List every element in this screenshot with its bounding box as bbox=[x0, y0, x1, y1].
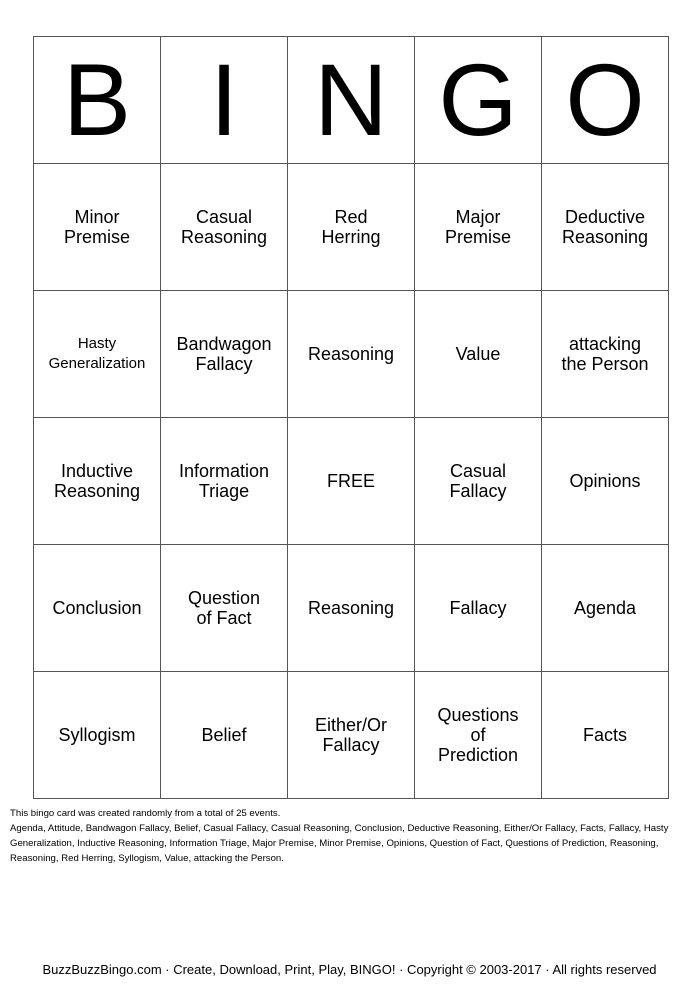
grid-cell-label: Red Herring bbox=[321, 207, 381, 247]
grid-cell-label: Inductive Reasoning bbox=[53, 461, 141, 501]
grid-cell-label: Questions of Prediction bbox=[437, 705, 519, 765]
grid-cell bbox=[415, 291, 542, 418]
grid-cell bbox=[161, 291, 288, 418]
grid-cell bbox=[34, 418, 161, 545]
grid-cell-label: Either/Or Fallacy bbox=[314, 715, 388, 755]
header-letter-n: N bbox=[288, 37, 415, 164]
grid-cell bbox=[34, 672, 161, 799]
header-letter-g: G bbox=[415, 37, 542, 164]
note-events: Agenda, Attitude, Bandwagon Fallacy, Belief, Casual Fallacy, Casual Reasoning, Conclusion, Deductive Reasoning, Either/Or Fallacy, Facts, Fallacy, Hasty Generalization, Inductive Reasoning, Information Triage, Major Premise, Minor Premise, Opinions, Question of Fact, Questions of Prediction, Reasoning, Reasoning, Red Herring, Syllogism, Value, attacking the Person. bbox=[10, 823, 669, 864]
grid-row bbox=[34, 164, 669, 291]
grid-cell bbox=[415, 164, 542, 291]
grid-cell bbox=[161, 545, 288, 672]
event-list-note bbox=[10, 806, 690, 866]
bingo-card bbox=[33, 36, 669, 799]
grid-cell bbox=[161, 418, 288, 545]
grid-row bbox=[34, 672, 669, 799]
header-letter-i: I bbox=[161, 37, 288, 164]
grid-cell-label: Conclusion bbox=[52, 598, 142, 618]
grid-row bbox=[34, 291, 669, 418]
grid-cell bbox=[415, 672, 542, 799]
grid-cell-label: Syllogism bbox=[58, 725, 136, 745]
grid-cell-label: attacking the Person bbox=[561, 334, 649, 374]
grid-cell-label: FREE bbox=[326, 471, 375, 491]
grid-row bbox=[34, 418, 669, 545]
header-row bbox=[34, 37, 669, 164]
grid-cell bbox=[542, 672, 669, 799]
grid-cell bbox=[288, 545, 415, 672]
grid-cell bbox=[34, 545, 161, 672]
grid-cell bbox=[288, 164, 415, 291]
grid-cell-label: Fallacy bbox=[449, 598, 507, 618]
grid-cell-label: Reasoning bbox=[307, 344, 395, 364]
grid-cell-label: Minor Premise bbox=[63, 207, 130, 247]
free-cell bbox=[288, 418, 415, 545]
grid-cell-label: Deductive Reasoning bbox=[561, 207, 649, 247]
grid-cell bbox=[542, 418, 669, 545]
grid-cell bbox=[161, 164, 288, 291]
grid-cell-label: Bandwagon Fallacy bbox=[176, 334, 272, 374]
grid-cell-label: Agenda bbox=[573, 598, 637, 618]
grid-cell-label: Casual Fallacy bbox=[449, 461, 507, 501]
grid-cell-label: Belief bbox=[201, 725, 247, 745]
header-letter-b: B bbox=[34, 37, 161, 164]
grid-cell bbox=[288, 672, 415, 799]
grid-cell-label: Opinions bbox=[569, 471, 641, 491]
grid-cell bbox=[542, 164, 669, 291]
grid-cell-label: Casual Reasoning bbox=[180, 207, 268, 247]
grid-cell bbox=[415, 545, 542, 672]
grid-cell-label: Question of Fact bbox=[187, 588, 261, 628]
grid-cell bbox=[161, 672, 288, 799]
note-intro: This bingo card was created randomly from a total of 25 events. bbox=[10, 808, 281, 819]
grid-cell bbox=[542, 545, 669, 672]
grid-cell bbox=[34, 164, 161, 291]
grid-cell bbox=[288, 291, 415, 418]
grid-cell-label: Hasty Generalization bbox=[48, 335, 146, 372]
grid-cell-label: Value bbox=[455, 344, 501, 364]
grid-cell-label: Reasoning bbox=[307, 598, 395, 618]
grid-row bbox=[34, 545, 669, 672]
grid-cell-label: Information Triage bbox=[178, 461, 270, 501]
site-footer: BuzzBuzzBingo.com · Create, Download, Print, Play, BINGO! · Copyright © 2003-2017 · All rights reserved bbox=[42, 962, 657, 977]
grid-cell bbox=[34, 291, 161, 418]
grid-cell-label: Facts bbox=[582, 725, 627, 745]
grid-cell-label: Major Premise bbox=[444, 207, 511, 247]
grid-cell bbox=[415, 418, 542, 545]
header-letter-o: O bbox=[542, 37, 669, 164]
grid-cell bbox=[542, 291, 669, 418]
